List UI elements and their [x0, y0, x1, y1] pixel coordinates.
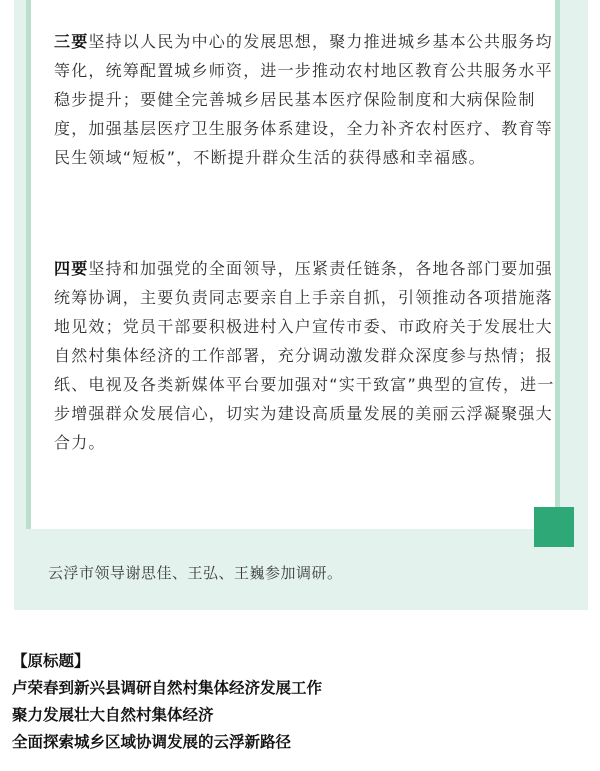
paragraph-four — [54, 254, 560, 457]
original-title-label: 【原标题】 — [12, 652, 90, 670]
original-title-line-3: 全面探索城乡区域协调发展的云浮新路径 — [12, 733, 292, 751]
photo-caption: 云浮市领导谢思佳、王弘、王巍参加调研。 — [48, 564, 343, 582]
corner-accent-block — [534, 507, 574, 547]
paragraph-four-lead: 四要 — [54, 259, 89, 278]
paragraph-three-lead: 三要 — [54, 32, 89, 51]
paragraph-three-text: 坚持以人民为中心的发展思想，聚力推进城乡基本公共服务均等化，统筹配置城乡师资，进一步推动农村地区教育公共服务水平稳步提升；要健全完善城乡居民基本医疗保险制度和大病保险制度，加强基层医疗卫生服务体系建设，全力补齐农村医疗、教育等民生领域“短板”，不断提升群众生活的获得感和幸福感。 — [54, 32, 553, 167]
original-title-block — [12, 648, 322, 756]
original-title-line-1: 卢荣春到新兴县调研自然村集体经济发展工作 — [12, 679, 323, 697]
original-title-line-2: 聚力发展壮大自然村集体经济 — [12, 706, 214, 724]
paragraph-four-text: 坚持和加强党的全面领导，压紧责任链条，各地各部门要加强统筹协调，主要负责同志要亲自上手亲自抓，引领推动各项措施落地见效；党员干部要积极进村入户宣传市委、市政府关于发展壮大自然村集体经济的工作部署，充分调动激发群众深度参与热情；报纸、电视及各类新媒体平台要加强对“实干致富”典型的宣传，进一步增强群众发展信心，切实为建设高质量发展的美丽云浮凝聚强大合力。 — [54, 259, 555, 452]
paragraph-three — [54, 27, 560, 172]
